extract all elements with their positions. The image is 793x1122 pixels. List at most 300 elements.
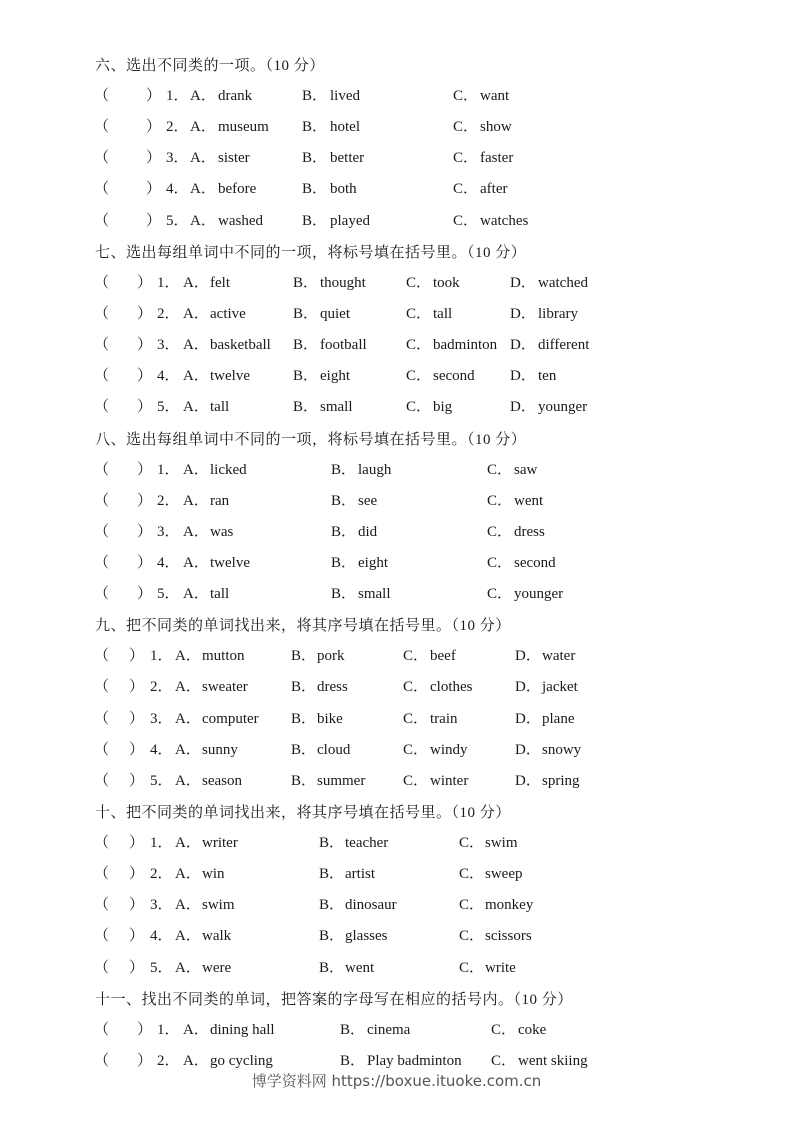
- section-score: （10 分）: [451, 618, 511, 634]
- question-number: 1．: [150, 648, 173, 664]
- section-title: 十、把不同类的单词找出来，将其序号填在括号里。: [95, 803, 452, 821]
- option-letter: A．: [183, 555, 209, 571]
- answer-bracket-open[interactable]: （: [94, 586, 110, 602]
- answer-bracket-close: ）: [137, 555, 153, 571]
- option-word: tall: [210, 399, 230, 415]
- option-word: eight: [358, 555, 388, 571]
- section-score: （10 分）: [467, 245, 527, 261]
- answer-bracket-open[interactable]: （: [94, 897, 110, 913]
- option-letter: A．: [183, 399, 209, 415]
- question-number: 2．: [166, 119, 189, 135]
- option-letter: B．: [302, 119, 328, 135]
- question-row: [0, 895, 793, 915]
- option-word: see: [358, 493, 378, 509]
- answer-bracket-close: ）: [146, 213, 162, 229]
- option-letter: C．: [491, 1053, 517, 1069]
- question-number: 4．: [150, 928, 173, 944]
- option-word: winter: [430, 773, 469, 789]
- option-word: windy: [430, 742, 468, 758]
- option-letter: D．: [510, 306, 536, 322]
- option-letter: A．: [175, 897, 201, 913]
- option-word: faster: [480, 150, 514, 166]
- question-number: 4．: [157, 555, 180, 571]
- option-word: big: [433, 399, 453, 415]
- option-word: watches: [480, 213, 529, 229]
- option-word: thought: [320, 275, 366, 291]
- answer-bracket-close: ）: [129, 648, 145, 664]
- option-letter: B．: [319, 960, 345, 976]
- option-word: clothes: [430, 679, 473, 695]
- option-word: swim: [485, 835, 518, 851]
- option-letter: C．: [453, 119, 479, 135]
- option-word: beef: [430, 648, 456, 664]
- question-row: [0, 335, 793, 355]
- option-letter: A．: [183, 275, 209, 291]
- option-letter: C．: [406, 368, 432, 384]
- option-letter: A．: [190, 213, 216, 229]
- option-letter: A．: [183, 524, 209, 540]
- option-letter: B．: [291, 648, 317, 664]
- option-letter: D．: [510, 275, 536, 291]
- option-word: win: [202, 866, 225, 882]
- option-word: lived: [330, 88, 360, 104]
- section-title: 八、选出每组单词中不同的一项，将标号填在括号里。: [95, 430, 468, 448]
- question-row: [0, 491, 793, 511]
- option-letter: D．: [510, 399, 536, 415]
- answer-bracket-close: ）: [129, 835, 145, 851]
- option-word: sweater: [202, 679, 248, 695]
- option-letter: D．: [515, 742, 541, 758]
- answer-bracket-open[interactable]: （: [94, 306, 110, 322]
- option-letter: A．: [175, 866, 201, 882]
- option-word: jacket: [542, 679, 578, 695]
- question-number: 4．: [157, 368, 180, 384]
- answer-bracket-open[interactable]: （: [94, 1022, 110, 1038]
- option-letter: C．: [459, 897, 485, 913]
- option-word: write: [485, 960, 516, 976]
- answer-bracket-open[interactable]: （: [94, 1053, 110, 1069]
- option-word: quiet: [320, 306, 350, 322]
- option-word: Play badminton: [367, 1053, 462, 1069]
- option-word: season: [202, 773, 242, 789]
- answer-bracket-open[interactable]: （: [94, 493, 110, 509]
- option-letter: D．: [510, 368, 536, 384]
- option-word: computer: [202, 711, 259, 727]
- option-word: both: [330, 181, 357, 197]
- option-word: pork: [317, 648, 345, 664]
- option-word: artist: [345, 866, 375, 882]
- question-row: [0, 864, 793, 884]
- option-letter: B．: [319, 835, 345, 851]
- question-number: 1．: [150, 835, 173, 851]
- section-score: （10 分）: [451, 805, 511, 821]
- option-word: saw: [514, 462, 538, 478]
- option-word: laugh: [358, 462, 392, 478]
- option-word: watched: [538, 275, 588, 291]
- option-letter: C．: [406, 399, 432, 415]
- option-letter: C．: [487, 462, 513, 478]
- question-number: 4．: [150, 742, 173, 758]
- answer-bracket-close: ）: [146, 181, 162, 197]
- option-letter: C．: [459, 960, 485, 976]
- option-letter: B．: [302, 150, 328, 166]
- answer-bracket-close: ）: [129, 742, 145, 758]
- option-word: dinosaur: [345, 897, 397, 913]
- option-word: football: [320, 337, 367, 353]
- option-letter: D．: [515, 648, 541, 664]
- answer-bracket-open[interactable]: （: [94, 742, 110, 758]
- section-title: 九、把不同类的单词找出来，将其序号填在括号里。: [95, 616, 452, 634]
- option-letter: B．: [340, 1022, 366, 1038]
- option-word: tall: [210, 586, 230, 602]
- option-word: felt: [210, 275, 230, 291]
- answer-bracket-open[interactable]: （: [94, 88, 110, 104]
- answer-bracket-open[interactable]: （: [94, 960, 110, 976]
- section-title: 十一、找出不同类的单词，把答案的字母写在相应的括号内。: [95, 990, 514, 1008]
- answer-bracket-close: ）: [129, 866, 145, 882]
- option-letter: A．: [175, 648, 201, 664]
- option-letter: C．: [403, 679, 429, 695]
- option-letter: B．: [302, 181, 328, 197]
- answer-bracket-close: ）: [146, 88, 162, 104]
- answer-bracket-close: ）: [129, 679, 145, 695]
- section-heading: [95, 614, 511, 635]
- question-number: 4．: [166, 181, 189, 197]
- section-heading: [95, 988, 573, 1009]
- option-word: took: [433, 275, 460, 291]
- answer-bracket-open[interactable]: （: [94, 275, 110, 291]
- question-number: 1．: [157, 462, 180, 478]
- question-row: [0, 584, 793, 604]
- option-word: was: [210, 524, 234, 540]
- option-letter: B．: [331, 555, 357, 571]
- option-word: dining hall: [210, 1022, 275, 1038]
- section-heading: [95, 801, 511, 822]
- option-letter: B．: [302, 88, 328, 104]
- option-letter: A．: [183, 586, 209, 602]
- question-number: 3．: [157, 337, 180, 353]
- question-number: 3．: [166, 150, 189, 166]
- option-letter: C．: [403, 711, 429, 727]
- option-word: ran: [210, 493, 230, 509]
- option-word: badminton: [433, 337, 498, 353]
- option-word: teacher: [345, 835, 389, 851]
- answer-bracket-close: ）: [129, 928, 145, 944]
- option-word: scissors: [485, 928, 532, 944]
- option-letter: B．: [293, 275, 319, 291]
- answer-bracket-close: ）: [137, 462, 153, 478]
- answer-bracket-close: ）: [137, 306, 153, 322]
- option-word: plane: [542, 711, 575, 727]
- option-letter: C．: [487, 524, 513, 540]
- option-letter: C．: [403, 773, 429, 789]
- option-word: drank: [218, 88, 253, 104]
- option-letter: C．: [406, 275, 432, 291]
- option-letter: C．: [403, 742, 429, 758]
- option-letter: A．: [190, 119, 216, 135]
- option-letter: C．: [487, 586, 513, 602]
- option-word: went: [514, 493, 544, 509]
- answer-bracket-open[interactable]: （: [94, 928, 110, 944]
- option-word: sunny: [202, 742, 238, 758]
- answer-bracket-close: ）: [137, 337, 153, 353]
- option-word: dress: [317, 679, 348, 695]
- question-row: [0, 460, 793, 480]
- question-row: [0, 1051, 793, 1071]
- answer-bracket-close: ）: [146, 119, 162, 135]
- option-word: summer: [317, 773, 366, 789]
- option-letter: A．: [175, 928, 201, 944]
- section-heading: [95, 428, 526, 449]
- option-word: after: [480, 181, 508, 197]
- option-word: went skiing: [518, 1053, 588, 1069]
- question-row: [0, 709, 793, 729]
- option-letter: B．: [291, 773, 317, 789]
- section-heading: [95, 241, 526, 262]
- section-score: （10 分）: [467, 432, 527, 448]
- option-letter: B．: [340, 1053, 366, 1069]
- answer-bracket-open[interactable]: （: [94, 181, 110, 197]
- option-word: library: [538, 306, 578, 322]
- question-row: [0, 771, 793, 791]
- option-letter: A．: [183, 368, 209, 384]
- option-word: younger: [514, 586, 564, 602]
- question-number: 3．: [150, 897, 173, 913]
- option-letter: A．: [183, 1022, 209, 1038]
- option-letter: A．: [190, 150, 216, 166]
- answer-bracket-open[interactable]: （: [94, 368, 110, 384]
- option-word: cloud: [317, 742, 351, 758]
- option-word: snowy: [542, 742, 582, 758]
- question-number: 2．: [157, 493, 180, 509]
- option-letter: A．: [175, 742, 201, 758]
- option-letter: D．: [510, 337, 536, 353]
- answer-bracket-close: ）: [146, 150, 162, 166]
- option-letter: C．: [453, 213, 479, 229]
- answer-bracket-open[interactable]: （: [94, 835, 110, 851]
- answer-bracket-close: ）: [137, 586, 153, 602]
- question-row: [0, 926, 793, 946]
- option-word: did: [358, 524, 378, 540]
- option-word: tall: [433, 306, 453, 322]
- option-letter: B．: [331, 462, 357, 478]
- answer-bracket-open[interactable]: （: [94, 866, 110, 882]
- answer-bracket-open[interactable]: （: [94, 337, 110, 353]
- question-number: 5．: [150, 960, 173, 976]
- option-word: active: [210, 306, 246, 322]
- question-row: [0, 553, 793, 573]
- answer-bracket-open[interactable]: （: [94, 524, 110, 540]
- answer-bracket-close: ）: [137, 368, 153, 384]
- option-word: bike: [317, 711, 343, 727]
- option-letter: B．: [293, 368, 319, 384]
- question-row: [0, 833, 793, 853]
- option-word: ten: [538, 368, 557, 384]
- option-letter: A．: [183, 462, 209, 478]
- option-word: water: [542, 648, 576, 664]
- option-word: second: [433, 368, 475, 384]
- question-number: 3．: [157, 524, 180, 540]
- option-letter: B．: [291, 742, 317, 758]
- option-word: walk: [202, 928, 232, 944]
- answer-bracket-open[interactable]: （: [94, 679, 110, 695]
- question-row: [0, 273, 793, 293]
- answer-bracket-open[interactable]: （: [94, 773, 110, 789]
- option-word: coke: [518, 1022, 547, 1038]
- question-number: 2．: [157, 1053, 180, 1069]
- option-letter: A．: [190, 181, 216, 197]
- option-word: dress: [514, 524, 545, 540]
- question-row: [0, 740, 793, 760]
- option-word: played: [330, 213, 370, 229]
- question-number: 2．: [150, 866, 173, 882]
- section-score: （10 分）: [265, 58, 325, 74]
- question-number: 3．: [150, 711, 173, 727]
- option-letter: B．: [331, 586, 357, 602]
- option-word: different: [538, 337, 590, 353]
- option-word: go cycling: [210, 1053, 273, 1069]
- question-row: [0, 958, 793, 978]
- option-letter: C．: [487, 493, 513, 509]
- option-letter: A．: [175, 835, 201, 851]
- option-letter: C．: [453, 88, 479, 104]
- option-word: basketball: [210, 337, 271, 353]
- option-word: swim: [202, 897, 235, 913]
- option-word: younger: [538, 399, 588, 415]
- section-score: （10 分）: [513, 992, 573, 1008]
- option-letter: B．: [302, 213, 328, 229]
- answer-bracket-close: ）: [137, 399, 153, 415]
- answer-bracket-close: ）: [129, 773, 145, 789]
- option-letter: B．: [319, 897, 345, 913]
- answer-bracket-close: ）: [137, 1053, 153, 1069]
- option-letter: C．: [459, 866, 485, 882]
- question-row: [0, 522, 793, 542]
- option-letter: A．: [183, 1053, 209, 1069]
- option-letter: A．: [175, 711, 201, 727]
- option-word: want: [480, 88, 510, 104]
- question-row: [0, 117, 793, 137]
- option-letter: B．: [293, 337, 319, 353]
- question-row: [0, 1020, 793, 1040]
- question-number: 1．: [157, 1022, 180, 1038]
- option-word: second: [514, 555, 556, 571]
- question-number: 5．: [157, 399, 180, 415]
- option-word: better: [330, 150, 365, 166]
- option-letter: D．: [515, 711, 541, 727]
- option-word: sister: [218, 150, 250, 166]
- option-word: eight: [320, 368, 350, 384]
- question-row: [0, 179, 793, 199]
- answer-bracket-close: ）: [137, 275, 153, 291]
- option-word: before: [218, 181, 257, 197]
- question-row: [0, 86, 793, 106]
- option-word: small: [320, 399, 353, 415]
- option-letter: C．: [403, 648, 429, 664]
- option-letter: B．: [291, 679, 317, 695]
- option-letter: A．: [183, 493, 209, 509]
- option-letter: B．: [293, 399, 319, 415]
- option-word: licked: [210, 462, 247, 478]
- question-number: 5．: [150, 773, 173, 789]
- question-number: 5．: [166, 213, 189, 229]
- question-number: 1．: [166, 88, 189, 104]
- question-number: 1．: [157, 275, 180, 291]
- option-letter: B．: [331, 493, 357, 509]
- answer-bracket-open[interactable]: （: [94, 150, 110, 166]
- option-word: twelve: [210, 555, 250, 571]
- option-word: cinema: [367, 1022, 411, 1038]
- answer-bracket-open[interactable]: （: [94, 213, 110, 229]
- option-letter: B．: [331, 524, 357, 540]
- question-number: 2．: [150, 679, 173, 695]
- answer-bracket-open[interactable]: （: [94, 555, 110, 571]
- answer-bracket-open[interactable]: （: [94, 462, 110, 478]
- option-word: were: [202, 960, 232, 976]
- option-word: train: [430, 711, 458, 727]
- option-letter: C．: [491, 1022, 517, 1038]
- option-word: sweep: [485, 866, 523, 882]
- answer-bracket-open[interactable]: （: [94, 399, 110, 415]
- option-word: went: [345, 960, 375, 976]
- option-letter: B．: [319, 928, 345, 944]
- answer-bracket-close: ）: [137, 524, 153, 540]
- answer-bracket-open[interactable]: （: [94, 648, 110, 664]
- option-letter: D．: [515, 679, 541, 695]
- option-letter: C．: [453, 181, 479, 197]
- question-row: [0, 148, 793, 168]
- option-letter: C．: [453, 150, 479, 166]
- option-letter: A．: [175, 773, 201, 789]
- option-word: glasses: [345, 928, 388, 944]
- option-letter: B．: [293, 306, 319, 322]
- option-word: show: [480, 119, 512, 135]
- option-letter: A．: [183, 306, 209, 322]
- option-word: washed: [218, 213, 263, 229]
- question-row: [0, 211, 793, 231]
- option-letter: A．: [183, 337, 209, 353]
- question-row: [0, 397, 793, 417]
- answer-bracket-close: ）: [137, 1022, 153, 1038]
- option-letter: C．: [406, 306, 432, 322]
- section-title: 七、选出每组单词中不同的一项，将标号填在括号里。: [95, 243, 468, 261]
- option-word: museum: [218, 119, 269, 135]
- question-row: [0, 677, 793, 697]
- option-letter: C．: [487, 555, 513, 571]
- section-heading: [95, 54, 325, 75]
- answer-bracket-close: ）: [129, 960, 145, 976]
- option-word: twelve: [210, 368, 250, 384]
- question-row: [0, 304, 793, 324]
- question-number: 5．: [157, 586, 180, 602]
- answer-bracket-close: ）: [129, 711, 145, 727]
- option-word: spring: [542, 773, 580, 789]
- option-letter: A．: [190, 88, 216, 104]
- option-letter: B．: [291, 711, 317, 727]
- option-letter: C．: [459, 835, 485, 851]
- option-word: small: [358, 586, 391, 602]
- option-letter: A．: [175, 679, 201, 695]
- footer-watermark: 博学资料网 https://boxue.ituoke.com.cn: [251, 1072, 542, 1090]
- answer-bracket-open[interactable]: （: [94, 119, 110, 135]
- answer-bracket-open[interactable]: （: [94, 711, 110, 727]
- answer-bracket-close: ）: [137, 493, 153, 509]
- option-word: hotel: [330, 119, 360, 135]
- option-letter: D．: [515, 773, 541, 789]
- option-letter: B．: [319, 866, 345, 882]
- option-word: monkey: [485, 897, 534, 913]
- option-letter: C．: [459, 928, 485, 944]
